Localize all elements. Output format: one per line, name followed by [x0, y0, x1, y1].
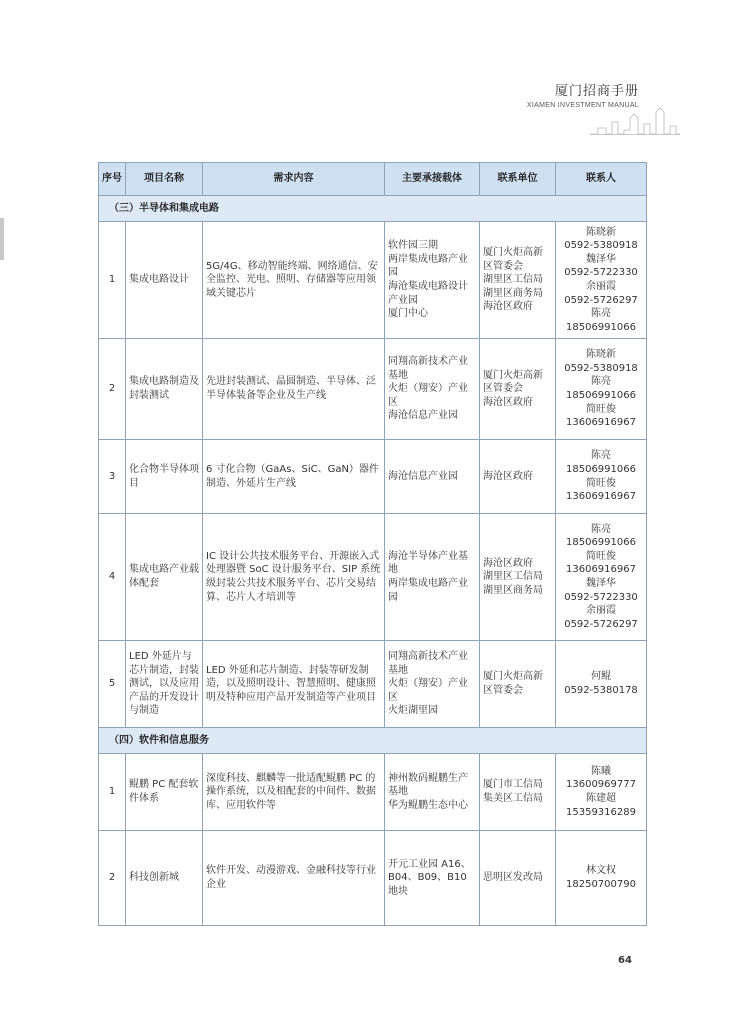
header-no: 序号	[99, 163, 126, 196]
unit: 湖里区商务局	[483, 584, 543, 596]
row-content: IC 设计公共技术服务平台、开源嵌入式处理器暨 SoC 设计服务平台、SIP 系统级封装公共技术服务平台、芯片交易结算、芯片人才培训等	[203, 514, 385, 641]
page-number: 64	[618, 955, 632, 966]
contact: 0592-5380918	[564, 362, 638, 374]
contact: 简旺俊	[586, 477, 616, 489]
unit: 湖里区商务局	[483, 287, 543, 299]
contact: 陈亮	[591, 376, 611, 388]
manual-title-en: XIAMEN INVESTMENT MANUAL	[526, 102, 639, 109]
contact: 陈亮	[591, 308, 611, 320]
carrier: 火炬（翔安）产业区	[388, 383, 468, 408]
unit: 厦门火炬高新区管委会	[483, 671, 543, 696]
unit: 集美区工信局	[483, 793, 543, 804]
carrier: 软件园三期	[388, 240, 438, 252]
header-content: 需求内容	[203, 163, 385, 196]
carrier: 海沧信息产业园	[388, 470, 458, 482]
row-carriers	[385, 440, 480, 514]
manual-title-cn: 厦门招商手册	[554, 84, 639, 99]
header-unit: 联系单位	[480, 163, 556, 196]
section-row	[99, 196, 647, 222]
row-name: 集成电路产业载体配套	[126, 514, 203, 641]
contact: 0592-5726297	[564, 618, 638, 630]
skyline-logo	[590, 104, 680, 136]
row-contacts	[556, 514, 647, 641]
contact: 13606916967	[566, 491, 636, 503]
contact: 何鲲	[591, 671, 611, 683]
unit: 厦门市工信局	[483, 779, 543, 791]
unit: 海沧区政府	[483, 470, 533, 482]
row-units	[480, 831, 556, 926]
contact: 林文权	[586, 865, 616, 877]
unit: 海沧区政府	[483, 396, 533, 408]
row-content: 6 寸化合物（GaAs、SiC、GaN）器件制造、外延片生产线	[203, 440, 385, 514]
row-carriers	[385, 641, 480, 728]
table-row	[99, 641, 647, 728]
header-name: 项目名称	[126, 163, 203, 196]
unit: 湖里区工信局	[483, 274, 543, 286]
carrier: 神州数码鲲鹏生产基地	[388, 772, 468, 798]
row-name: 集成电路设计	[126, 222, 203, 339]
contact: 0592-5380918	[564, 240, 638, 252]
section-title-software: （四）软件和信息服务	[99, 728, 647, 754]
table-row	[99, 339, 647, 440]
contact: 18506991066	[566, 463, 636, 475]
row-name: LED 外延片与芯片制造，封装测试，以及应用产品的开发设计与制造	[126, 641, 203, 728]
row-no: 2	[99, 831, 126, 926]
row-content: 先进封装测试、晶圆制造、半导体、泛半导体装备等企业及生产线	[203, 339, 385, 440]
row-contacts	[556, 222, 647, 339]
unit: 思明区发改局	[483, 872, 543, 884]
row-contacts	[556, 440, 647, 514]
table-row	[99, 754, 647, 831]
table-row	[99, 440, 647, 514]
row-units	[480, 514, 556, 641]
unit: 湖里区工信局	[483, 571, 543, 583]
contact: 陈亮	[591, 450, 611, 462]
table-header-row	[99, 163, 647, 196]
carrier: 海沧信息产业园	[388, 410, 458, 422]
row-contacts	[556, 831, 647, 926]
contact: 陈亮	[591, 523, 611, 535]
row-units	[480, 222, 556, 339]
contact: 简旺俊	[586, 550, 616, 562]
contact: 0592-5726297	[564, 294, 638, 306]
table-row	[99, 222, 647, 339]
projects-table	[98, 162, 647, 926]
row-contacts	[556, 641, 647, 728]
row-content: LED 外延和芯片制造、封装等研发制造，以及照明设计、智慧照明、健康照明及特种应用产品开发制造等产业项目	[203, 641, 385, 728]
contact: 陈晓新	[586, 226, 616, 238]
contact: 魏泽华	[586, 578, 616, 589]
contact: 0592-5722330	[564, 267, 638, 279]
contact: 18250700790	[566, 879, 636, 890]
row-no: 5	[99, 641, 126, 728]
contact: 陈建超	[586, 793, 616, 804]
contact: 18506991066	[566, 321, 636, 333]
row-content: 软件开发、动漫游戏、金融科技等行业企业	[203, 831, 385, 926]
row-content: 5G/4G、移动智能终端、网络通信、安全监控、光电、照明、存储器等应用领域关键芯片	[203, 222, 385, 339]
carrier: 火炬（翔安）产业区	[388, 678, 468, 703]
contact: 13600969777	[566, 779, 636, 791]
table-row	[99, 514, 647, 641]
contact: 18506991066	[566, 390, 636, 401]
carrier: 海沧集成电路设计产业园	[388, 281, 468, 306]
carrier: 火炬湖里园	[388, 705, 438, 717]
row-contacts	[556, 339, 647, 440]
header-contact: 联系人	[556, 163, 647, 196]
contact: 18506991066	[566, 537, 636, 549]
contact: 0592-5380178	[564, 685, 638, 696]
section-row	[99, 728, 647, 754]
table-row	[99, 831, 647, 926]
row-carriers	[385, 339, 480, 440]
unit: 海沧区政府	[483, 557, 533, 569]
unit: 厦门火炬高新区管委会	[483, 247, 543, 272]
row-name: 化合物半导体项目	[126, 440, 203, 514]
contact: 13606916967	[566, 564, 636, 576]
row-units	[480, 339, 556, 440]
row-no: 2	[99, 339, 126, 440]
carrier: 两岸集成电路产业园	[388, 578, 468, 603]
unit: 海沧区政府	[483, 301, 533, 313]
row-no: 1	[99, 754, 126, 831]
section-title-semiconductor: （三）半导体和集成电路	[99, 196, 647, 222]
carrier: 海沧半导体产业基地	[388, 550, 468, 576]
row-contacts	[556, 754, 647, 831]
contact: 陈晓新	[586, 349, 616, 361]
row-name: 科技创新城	[126, 831, 203, 926]
contact: 0592-5722330	[564, 591, 638, 603]
row-carriers	[385, 754, 480, 831]
skyline-icon	[590, 104, 680, 136]
row-carriers	[385, 831, 480, 926]
row-carriers	[385, 222, 480, 339]
carrier: 两岸集成电路产业园	[388, 253, 468, 279]
contact: 简旺俊	[586, 403, 616, 415]
page-edge-marker	[0, 218, 4, 260]
unit: 厦门火炬高新区管委会	[483, 369, 543, 395]
row-content: 深度科技、麒麟等一批适配鲲鹏 PC 的操作系统，以及相配套的中间件、数据库、应用软件等	[203, 754, 385, 831]
row-units	[480, 641, 556, 728]
row-carriers	[385, 514, 480, 641]
carrier: 同翔高新技术产业基地	[388, 356, 468, 381]
contact: 余丽霞	[586, 605, 616, 617]
row-units	[480, 440, 556, 514]
row-no: 1	[99, 222, 126, 339]
contact: 魏泽华	[586, 253, 616, 265]
carrier: 同翔高新技术产业基地	[388, 651, 468, 676]
contact: 15359316289	[566, 806, 636, 818]
carrier: 厦门中心	[388, 308, 428, 320]
row-units	[480, 754, 556, 831]
row-no: 3	[99, 440, 126, 514]
header-carrier: 主要承接载体	[385, 163, 480, 196]
contact: 13606916967	[566, 417, 636, 429]
carrier: 华为鲲鹏生态中心	[388, 799, 468, 811]
row-name: 集成电路制造及封装测试	[126, 339, 203, 440]
contact: 余丽霞	[586, 281, 616, 292]
row-name: 鲲鹏 PC 配套软件体系	[126, 754, 203, 831]
carrier: 开元工业园 A16、B04、B09、B10 地块	[388, 858, 471, 897]
row-no: 4	[99, 514, 126, 641]
contact: 陈曦	[591, 765, 611, 777]
